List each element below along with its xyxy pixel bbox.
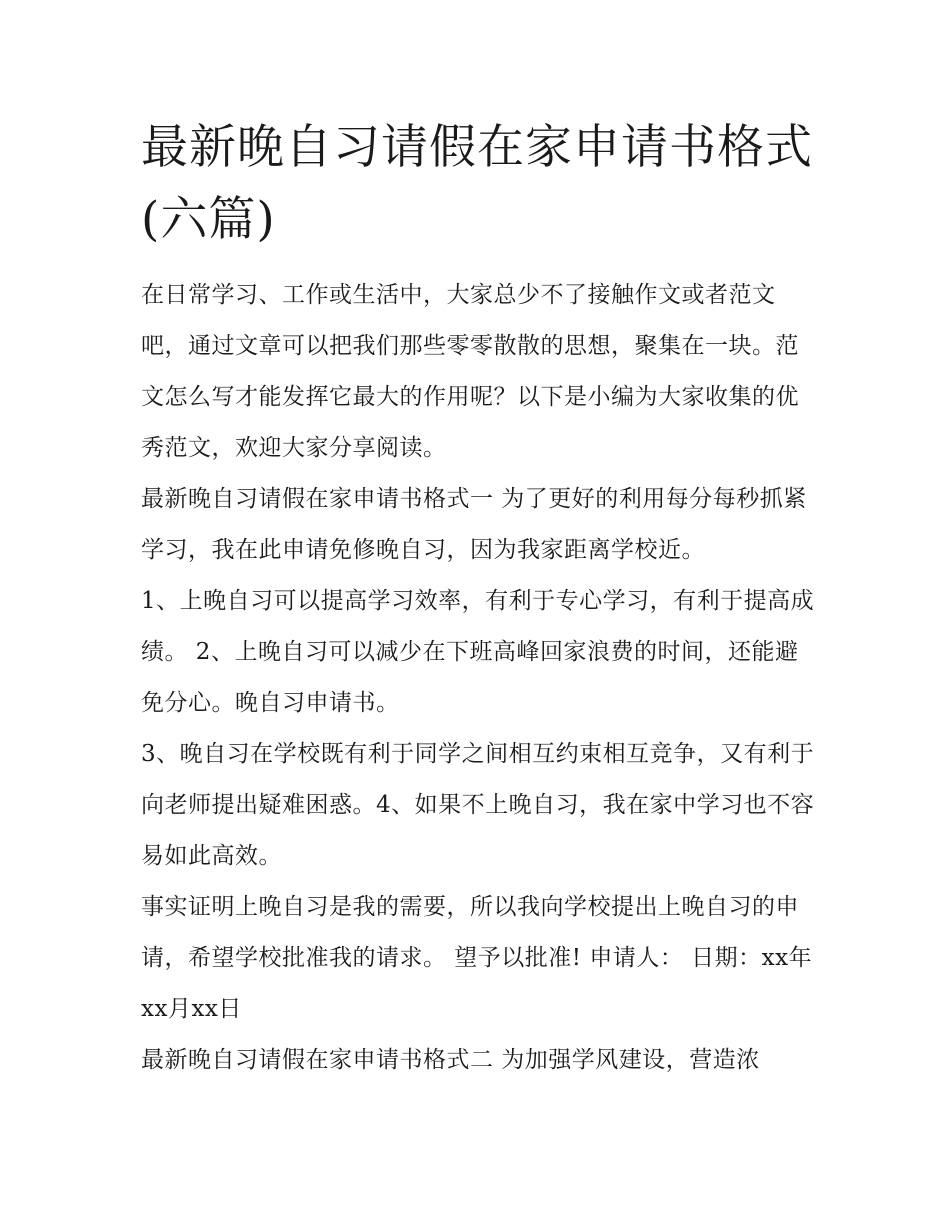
document-title: 最新晚自习请假在家申请书格式(六篇)	[141, 120, 813, 247]
paragraph-intro: 在日常学习、工作或生活中，大家总少不了接触作文或者范文吧，通过文章可以把我们那些零零散散的思想，聚集在一块。范文怎么写才能发挥它最大的作用呢？以下是小编为大家收集的优秀范文，欢迎大家分享阅读。	[141, 282, 799, 461]
paragraph-points-1-2: 1、上晚自习可以提高学习效率，有利于专心学习，有利于提高成绩。 2、上晚自习可以减少在下班高峰回家浪费的时间，还能避免分心。晚自习申请书。	[141, 588, 815, 716]
paragraph-conclusion: 事实证明上晚自习是我的需要，所以我向学校提出上晚自习的申请，希望学校批准我的请求。 望予以批准! 申请人： 日期：xx年xx月xx日	[141, 894, 813, 1022]
paragraph-format-one: 最新晚自习请假在家申请书格式一 为了更好的利用每分每秒抓紧学习，我在此申请免修晚自习，因为我家距离学校近。	[141, 486, 807, 563]
document-page	[141, 112, 821, 1086]
paragraph-points-3-4: 3、晚自习在学校既有利于同学之间相互约束相互竞争，又有利于向老师提出疑难困惑。4、如果不上晚自习，我在家中学习也不容易如此高效。	[141, 741, 815, 869]
paragraph-format-two: 最新晚自习请假在家申请书格式二 为加强学风建设，营造浓	[141, 1047, 760, 1073]
